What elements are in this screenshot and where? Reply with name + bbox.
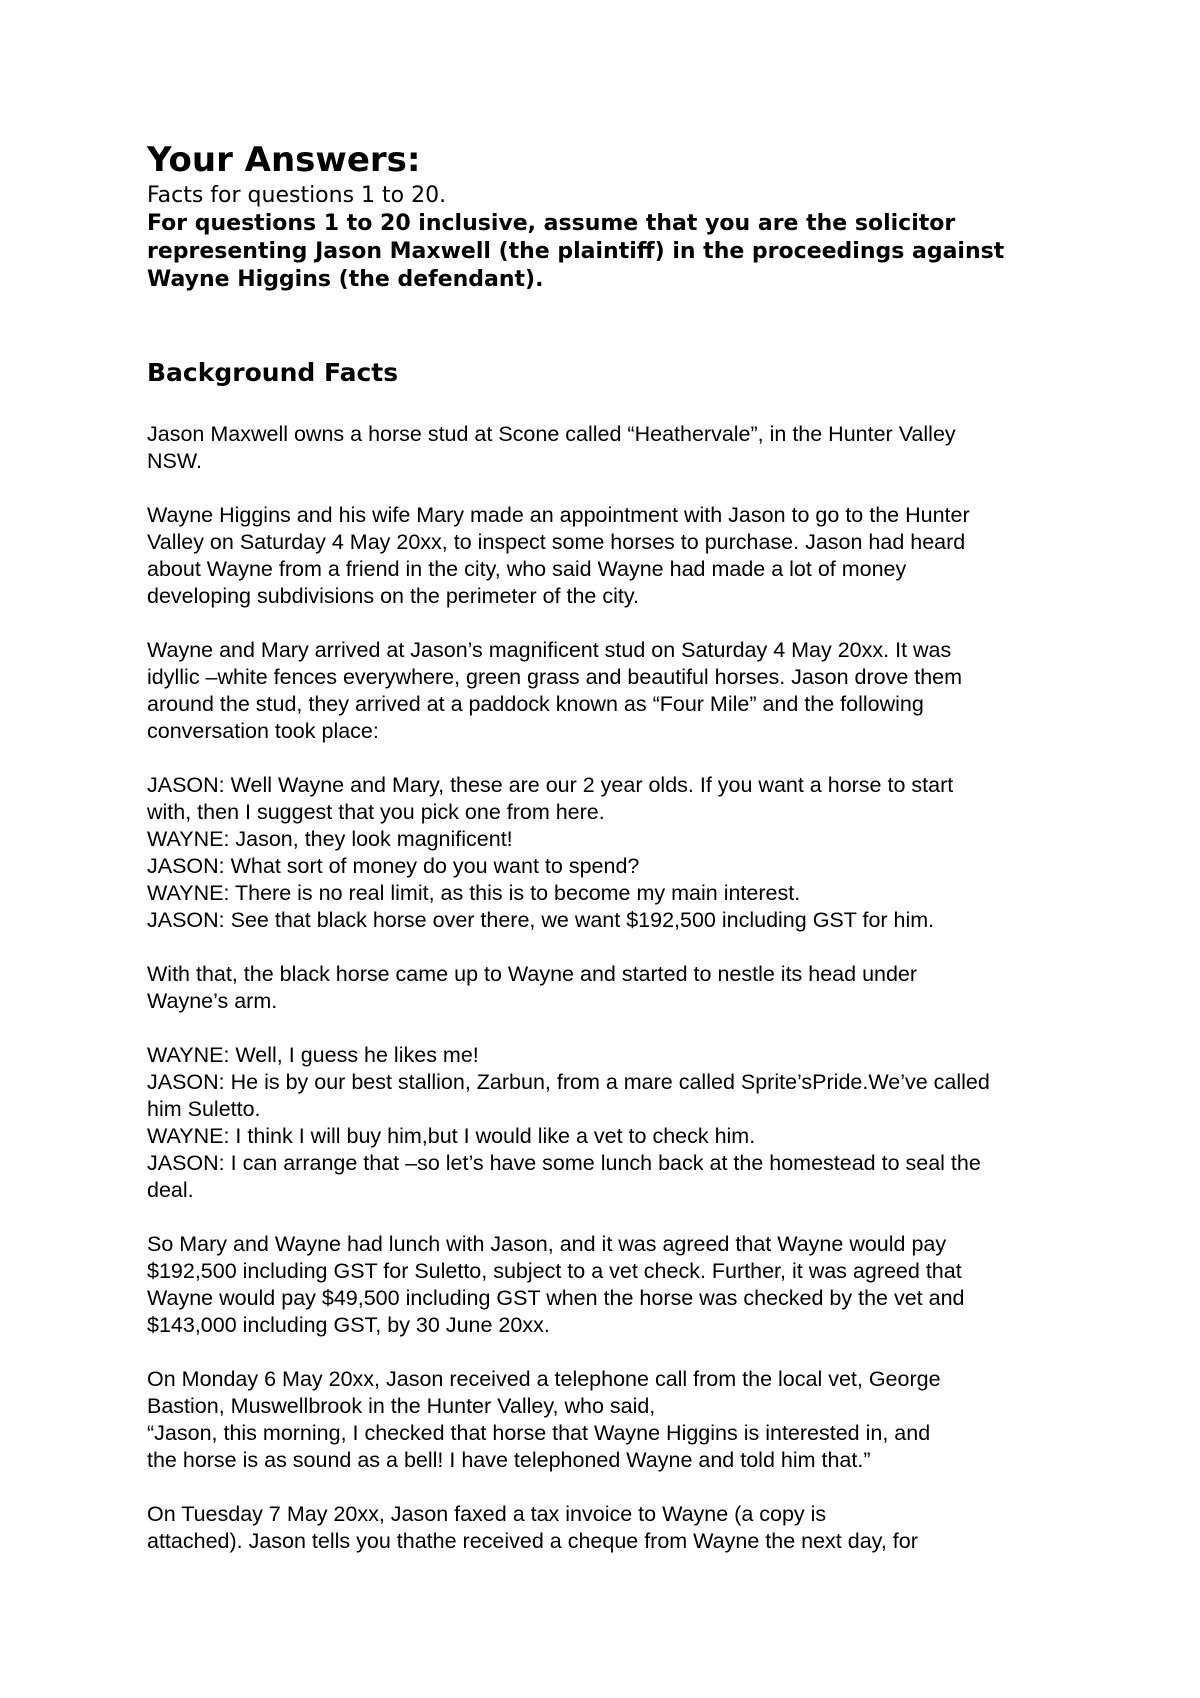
text-line: Wayne’s arm. (147, 989, 278, 1013)
text-line: “Jason, this morning, I checked that horse that Wayne Higgins is interested in, and (147, 1421, 931, 1445)
paragraph-black-horse (147, 961, 1077, 1015)
dialogue-line: WAYNE: I think I will buy him,but I would like a vet to check him. (147, 1124, 756, 1148)
text-line: Wayne would pay $49,500 including GST when the horse was checked by the vet and (147, 1286, 965, 1310)
text-line: conversation took place: (147, 719, 379, 743)
text-line: Bastion, Muswellbrook in the Hunter Valley, who said, (147, 1394, 656, 1418)
text-line: Valley on Saturday 4 May 20xx, to inspect some horses to purchase. Jason had heard (147, 530, 966, 554)
text-line: developing subdivisions on the perimeter of the city. (147, 584, 639, 608)
intro-instructions-line: representing Jason Maxwell (the plaintiff) in the proceedings against (147, 239, 1005, 264)
text-line: $143,000 including GST, by 30 June 20xx. (147, 1313, 550, 1337)
text-line: So Mary and Wayne had lunch with Jason, and it was agreed that Wayne would pay (147, 1232, 947, 1256)
dialogue-line: JASON: See that black horse over there, we want $192,500 including GST for him. (147, 908, 935, 932)
dialogue-line: WAYNE: Well, I guess he likes me! (147, 1043, 479, 1067)
dialogue-line: JASON: Well Wayne and Mary, these are our 2 year olds. If you want a horse to start (147, 773, 954, 797)
text-line: the horse is as sound as a bell! I have telephoned Wayne and told him that.” (147, 1448, 871, 1472)
dialogue-line: JASON: I can arrange that –so let’s have some lunch back at the homestead to seal the (147, 1151, 981, 1175)
intro-instructions-line: For questions 1 to 20 inclusive, assume that you are the solicitor (147, 211, 956, 236)
dialogue-line: WAYNE: There is no real limit, as this is to become my main interest. (147, 881, 801, 905)
paragraph-intro (147, 421, 1077, 475)
section-heading: Background Facts (147, 358, 399, 387)
intro-instructions (147, 210, 1077, 294)
dialogue-line: him Suletto. (147, 1097, 261, 1121)
text-line: idyllic –white fences everywhere, green grass and beautiful horses. Jason drove them (147, 665, 963, 689)
text-line: Wayne Higgins and his wife Mary made an appointment with Jason to go to the Hunter (147, 503, 970, 527)
paragraph-agreement (147, 1231, 1077, 1339)
paragraph-conversation-1 (147, 772, 1077, 934)
dialogue-line: WAYNE: Jason, they look magnificent! (147, 827, 513, 851)
text-line: Jason Maxwell owns a horse stud at Scone called “Heathervale”, in the Hunter Valley (147, 422, 956, 446)
paragraph-vet-call (147, 1366, 1077, 1474)
paragraph-appointment (147, 502, 1077, 610)
paragraph-arrival (147, 637, 1077, 745)
text-line: around the stud, they arrived at a paddock known as “Four Mile” and the following (147, 692, 924, 716)
text-line: Wayne and Mary arrived at Jason’s magnificent stud on Saturday 4 May 20xx. It was (147, 638, 952, 662)
paragraph-invoice (147, 1501, 1077, 1555)
text-line: With that, the black horse came up to Wayne and started to nestle its head under (147, 962, 918, 986)
intro-line: Facts for questions 1 to 20. (147, 183, 447, 208)
text-line: $192,500 including GST for Suletto, subject to a vet check. Further, it was agreed that (147, 1259, 962, 1283)
paragraph-conversation-2 (147, 1042, 1077, 1204)
dialogue-line: deal. (147, 1178, 194, 1202)
text-line: about Wayne from a friend in the city, who said Wayne had made a lot of money (147, 557, 907, 581)
dialogue-line: JASON: He is by our best stallion, Zarbun, from a mare called Sprite’sPride.We’ve called (147, 1070, 990, 1094)
dialogue-line: JASON: What sort of money do you want to spend? (147, 854, 640, 878)
dialogue-line: with, then I suggest that you pick one from here. (147, 800, 605, 824)
text-line: On Monday 6 May 20xx, Jason received a telephone call from the local vet, George (147, 1367, 941, 1391)
document-page (147, 140, 1077, 1555)
intro-instructions-line: Wayne Higgins (the defendant). (147, 267, 544, 292)
text-line: On Tuesday 7 May 20xx, Jason faxed a tax invoice to Wayne (a copy is (147, 1502, 827, 1526)
text-line: NSW. (147, 449, 202, 473)
page-title: Your Answers: (147, 140, 421, 180)
text-line: attached). Jason tells you thathe received a cheque from Wayne the next day, for (147, 1529, 918, 1553)
